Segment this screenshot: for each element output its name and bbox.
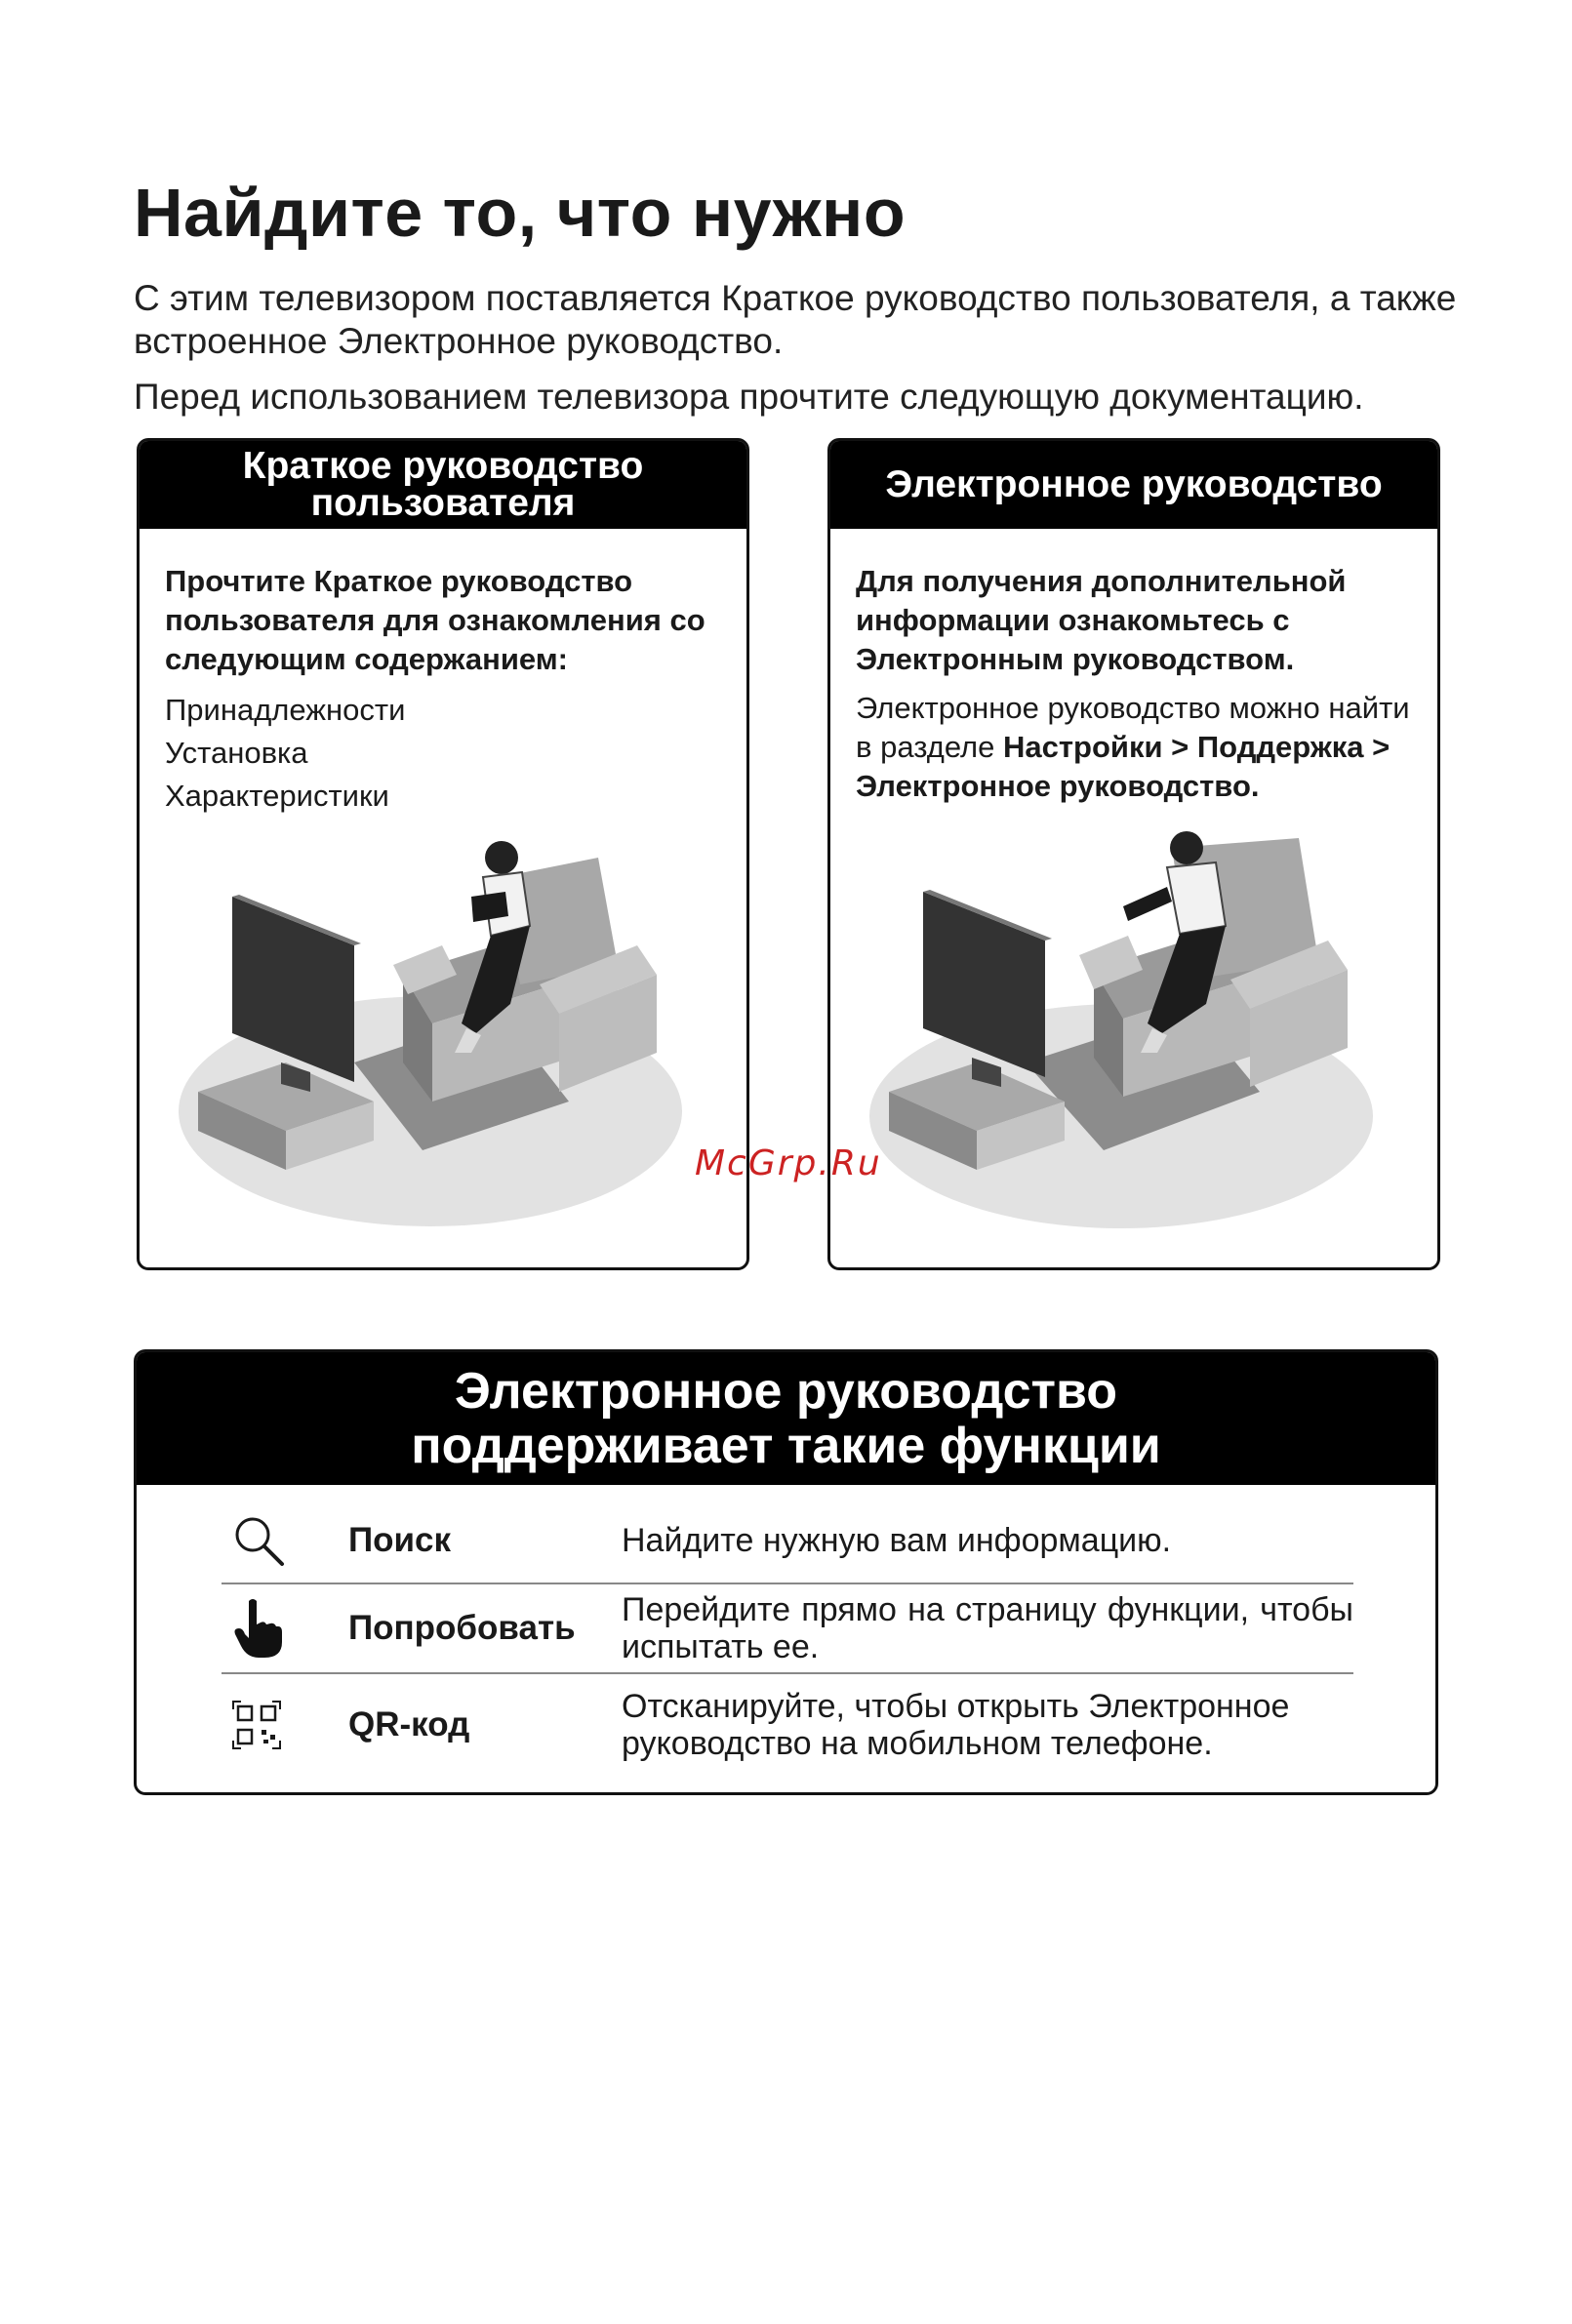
feature-row-search bbox=[222, 1499, 1353, 1584]
hand-pointer-icon bbox=[222, 1597, 348, 1660]
features-box bbox=[134, 1349, 1438, 1795]
feature-row-qr bbox=[222, 1674, 1353, 1776]
feature-name: QR-код bbox=[348, 1705, 470, 1743]
feature-description: Найдите нужную вам информацию. bbox=[622, 1522, 1172, 1559]
emanual-card-title: Электронное руководство bbox=[830, 441, 1437, 529]
feature-name: Попробовать bbox=[348, 1609, 576, 1647]
feature-description: Отсканируйте, чтобы открыть Электронное руководство на мобильном телефоне. bbox=[622, 1688, 1290, 1762]
watermark: McGrp.Ru bbox=[695, 1143, 882, 1183]
feature-description: Перейдите прямо на страницу функции, чтобы испытать ее. bbox=[622, 1591, 1353, 1665]
feature-name: Поиск bbox=[348, 1521, 452, 1559]
person-with-remote-illustration bbox=[869, 780, 1396, 1238]
quick-guide-lead: Прочтите Краткое руководство пользователя для ознакомления со следующим содержанием: bbox=[165, 564, 705, 676]
list-item: Принадлежности bbox=[165, 693, 406, 727]
list-item: Установка bbox=[165, 736, 308, 770]
features-title: Электронное руководство поддерживает такие функции bbox=[137, 1352, 1435, 1485]
quick-guide-card bbox=[137, 438, 749, 1270]
emanual-card-body bbox=[856, 562, 1418, 806]
emanual-lead: Для получения дополнительной информации ознакомьтесь с Электронным руководством. bbox=[856, 564, 1347, 676]
emanual-location-prefix: Электронное руководство можно найти в разделе bbox=[856, 691, 1410, 764]
feature-row-try bbox=[222, 1584, 1353, 1674]
intro-paragraph: С этим телевизором поставляется Краткое руководство пользователя, а также встроенное Электронное руководство. bbox=[134, 278, 1457, 361]
quick-guide-card-title: Краткое руководство пользователя bbox=[140, 441, 746, 529]
page-title: Найдите то, что нужно bbox=[134, 175, 907, 251]
search-icon bbox=[222, 1513, 348, 1568]
list-item: Характеристики bbox=[165, 779, 389, 813]
person-with-tablet-illustration bbox=[179, 780, 705, 1238]
intro-instruction: Перед использованием телевизора прочтите следующую документацию. bbox=[134, 377, 1364, 417]
emanual-menu-path: Настройки > Поддержка > Электронное руководство. bbox=[856, 730, 1391, 803]
qr-code-icon bbox=[222, 1700, 348, 1750]
emanual-card bbox=[827, 438, 1440, 1270]
